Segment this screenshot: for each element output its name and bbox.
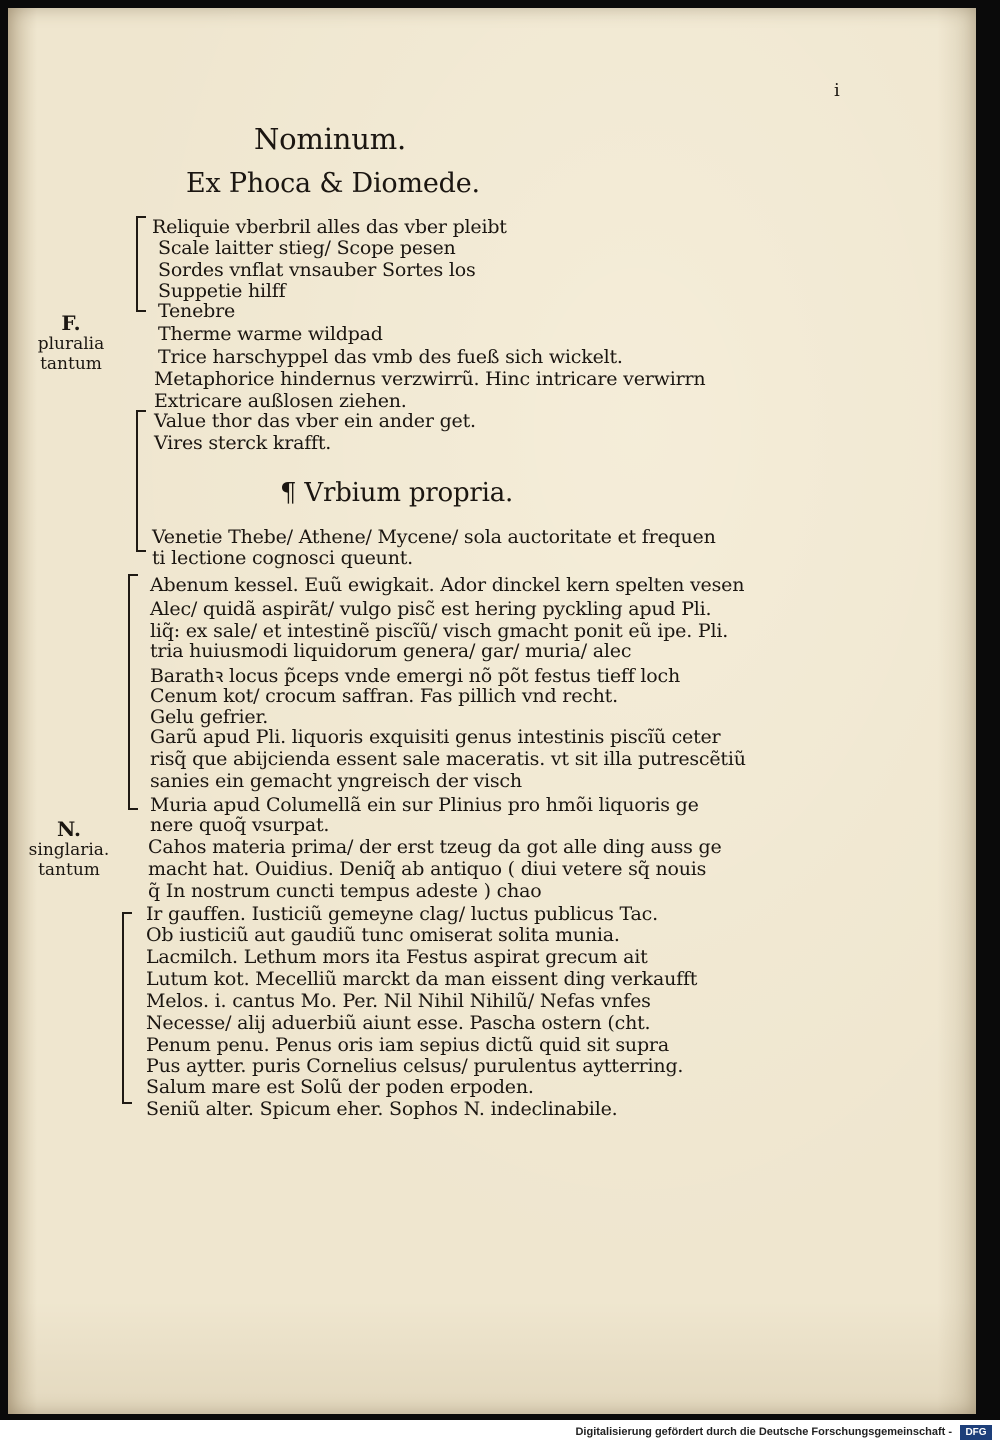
bracket-plural-lower xyxy=(136,410,146,552)
text-line: Muria apud Columellã ein sur Plinius pro hmõi liquoris ge xyxy=(150,794,699,816)
text-line: Melos. i. cantus Mo. Per. Nil Nihil Nihilũ/ Nefas vnfes xyxy=(146,990,651,1012)
text-line: Value thor das vber ein ander get. xyxy=(154,410,476,432)
text-line: ti lectione cognosci queunt. xyxy=(152,547,414,569)
text-line: Ir gauffen. Iusticiũ gemeyne clag/ luctus publicus Tac. xyxy=(146,903,658,925)
text-line: Extricare außlosen ziehen. xyxy=(154,390,407,412)
text-line: Gelu gefrier. xyxy=(150,706,269,728)
text-line: nere quoq̃ vsurpat. xyxy=(150,814,330,836)
text-line: Trice harschyppel das vmb des fueß sich wickelt. xyxy=(158,346,623,368)
margin-label-singlaria: singlaria. xyxy=(28,840,110,860)
text-line: Tenebre xyxy=(158,300,236,322)
text-line: Ob iusticiũ aut gaudiũ tunc omiserat solita munia. xyxy=(146,924,620,946)
margin-label-tantum-2: tantum xyxy=(38,860,100,880)
text-line: Vires sterck krafft. xyxy=(154,432,332,454)
page-heading: Nominum. xyxy=(254,122,407,156)
funding-credit: Digitalisierung gefördert durch die Deutsche Forschungsgemeinschaft - xyxy=(575,1426,952,1438)
text-line: Cenum kot/ crocum saffran. Fas pillich vnd recht. xyxy=(150,685,618,707)
text-line: Barathꝛ locus p̃ceps vnde emergi nõ põt festus tieff loch xyxy=(150,665,681,687)
text-line: Pus aytter. puris Cornelius celsus/ purulentus aytterring. xyxy=(146,1055,684,1077)
text-line: Lacmilch. Lethum mors ita Festus aspirat grecum ait xyxy=(146,946,648,968)
text-line: macht hat. Ouidius. Deniq̃ ab antiquo ( diui vetere sq̃ nouis xyxy=(148,858,707,880)
text-line: Garũ apud Pli. liquoris exquisiti genus intestinis piscĩũ ceter xyxy=(150,726,721,748)
text-line: Abenum kessel. Euũ ewigkait. Ador dinckel kern spelten vesen xyxy=(150,574,745,596)
text-line: Scale laitter stieg/ Scope pesen xyxy=(158,237,456,259)
text-line: Suppetie hilff xyxy=(158,280,286,302)
text-line: Therme warme wildpad xyxy=(158,323,383,345)
text-line: liq̃: ex sale/ et intestinẽ piscĩũ/ visch gmacht ponit eũ ipe. Pli. xyxy=(150,620,729,642)
text-line: Reliquie vberbril alles das vber pleibt xyxy=(152,216,507,238)
text-line: Cahos materia prima/ der erst tzeug da got alle ding auss ge xyxy=(148,836,722,858)
margin-note-singular xyxy=(26,818,112,880)
bracket-singular-lower xyxy=(122,912,132,1104)
text-line: Alec/ quidã aspirãt/ vulgo pisc̃ est hering pyckling apud Pli. xyxy=(150,598,712,620)
margin-note-plural xyxy=(36,312,106,374)
bracket-plural-upper xyxy=(136,216,146,312)
folio-number: i xyxy=(834,80,840,101)
text-line: tria huiusmodi liquidorum genera/ gar/ muria/ alec xyxy=(150,640,632,662)
margin-letter-n: N. xyxy=(57,817,81,841)
text-line: Seniũ alter. Spicum eher. Sophos N. indeclinabile. xyxy=(146,1098,618,1120)
dfg-logo: DFG xyxy=(960,1425,992,1440)
text-line: Venetie Thebe/ Athene/ Mycene/ sola auctoritate et frequen xyxy=(152,526,716,548)
text-line: Sordes vnflat vnsauber Sortes los xyxy=(158,259,476,281)
text-line: q̃ In nostrum cuncti tempus adeste ) chao xyxy=(148,880,542,902)
text-line: Penum penu. Penus oris iam sepius dictũ quid sit supra xyxy=(146,1034,669,1056)
text-line: Salum mare est Solũ der poden erpoden. xyxy=(146,1076,534,1098)
page-subheading: Ex Phoca & Diomede. xyxy=(186,168,480,199)
section-heading: ¶ Vrbium propria. xyxy=(280,478,514,508)
margin-label-pluralia: pluralia xyxy=(37,334,105,354)
footer-bar xyxy=(0,1420,1000,1446)
margin-label-tantum: tantum xyxy=(40,354,102,374)
text-line: Metaphorice hindernus verzwirrũ. Hinc intricare verwirrn xyxy=(154,368,706,390)
text-line: Necesse/ alij aduerbiũ aiunt esse. Pascha ostern (cht. xyxy=(146,1012,651,1034)
text-line: sanies ein gemacht yngreisch der visch xyxy=(150,770,522,792)
text-line: Lutum kot. Mecelliũ marckt da man eissent ding verkaufft xyxy=(146,968,698,990)
text-line: risq̃ que abijcienda essent sale maceratis. vt sit illa putrescẽtiũ xyxy=(150,748,746,770)
margin-letter-f: F. xyxy=(61,311,81,335)
bracket-singular-upper xyxy=(128,574,138,810)
book-page xyxy=(8,8,976,1414)
